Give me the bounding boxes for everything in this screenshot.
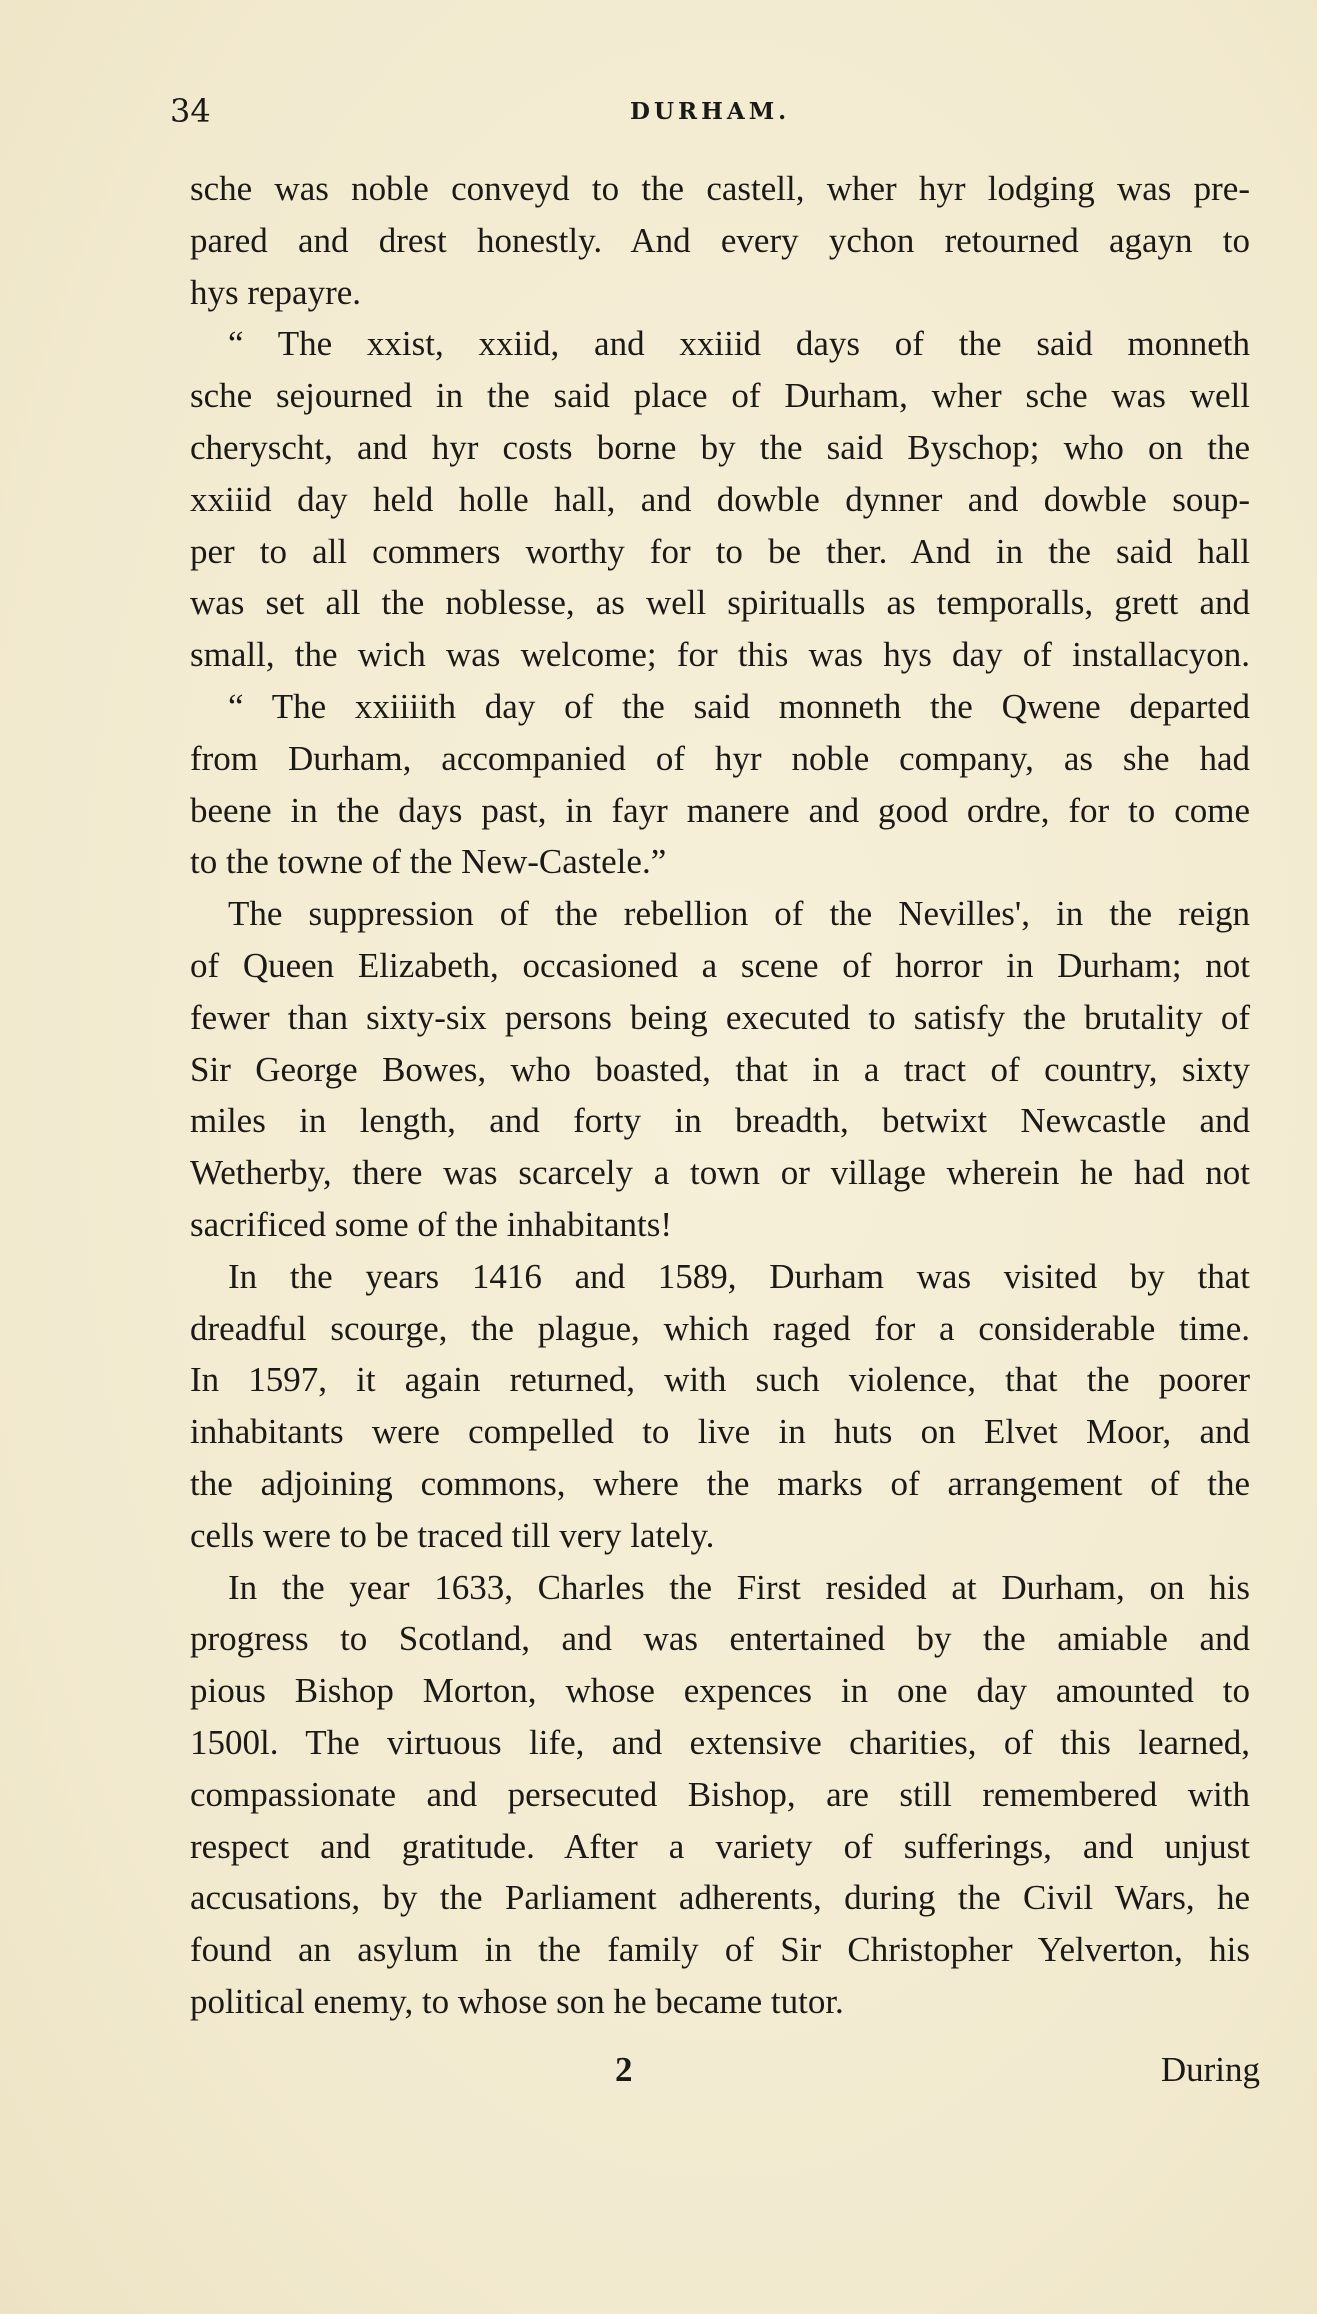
text-line: Wetherby, there was scarcely a town or village wherein he had not: [190, 1153, 1250, 1193]
text-line: fewer than sixty-six persons being executed to satisfy the brutality of: [190, 997, 1250, 1037]
page-footer: [190, 2050, 1260, 2110]
text-line: per to all commers worthy for to be ther. And in the said hall: [190, 531, 1250, 571]
text-line: sche sejourned in the said place of Durham, wher sche was well: [190, 376, 1250, 416]
text-line: In 1597, it again returned, with such violence, that the poorer: [190, 1360, 1250, 1400]
text-line: xxiiid day held holle hall, and dowble dynner and dowble soup-: [190, 479, 1250, 519]
text-line: respect and gratitude. After a variety of sufferings, and unjust: [190, 1826, 1250, 1866]
text-line: inhabitants were compelled to live in huts on Elvet Moor, and: [190, 1412, 1250, 1452]
page-header: [170, 92, 1260, 132]
text-line: 1500l. The virtuous life, and extensive charities, of this learned,: [190, 1722, 1250, 1762]
text-line: of Queen Elizabeth, occasioned a scene of horror in Durham; not: [190, 945, 1250, 985]
text-line: cells were to be traced till very lately.: [190, 1515, 715, 1555]
signature-mark: 2: [615, 2050, 633, 2089]
text-line: was set all the noblesse, as well spiritualls as temporalls, grett and: [190, 583, 1250, 623]
text-line: The suppression of the rebellion of the Nevilles', in the reign: [228, 894, 1250, 934]
text-line: accusations, by the Parliament adherents, during the Civil Wars, he: [190, 1878, 1250, 1918]
text-line: “ The xxiiiith day of the said monneth the Qwene departed: [228, 686, 1250, 726]
text-line: Sir George Bowes, who boasted, that in a tract of country, sixty: [190, 1049, 1250, 1089]
text-line: dreadful scourge, the plague, which raged for a considerable time.: [190, 1308, 1250, 1348]
text-line: In the year 1633, Charles the First resided at Durham, on his: [228, 1567, 1250, 1607]
text-line: sche was noble conveyd to the castell, wher hyr lodging was pre-: [190, 169, 1250, 208]
text-line: the adjoining commons, where the marks of arrangement of the: [190, 1463, 1250, 1503]
catchword: During: [1160, 2050, 1260, 2089]
text-line: compassionate and persecuted Bishop, are still remembered with: [190, 1774, 1250, 1814]
body-text: [190, 163, 1250, 2028]
text-line: miles in length, and forty in breadth, betwixt Newcastle and: [190, 1101, 1250, 1141]
text-line: sacrificed some of the inhabitants!: [190, 1204, 673, 1244]
text-line: political enemy, to whose son he became tutor.: [190, 1981, 844, 2021]
text-line: small, the wich was welcome; for this was hys day of installacyon.: [190, 635, 1250, 675]
text-line: In the years 1416 and 1589, Durham was visited by that: [228, 1256, 1250, 1296]
text-line: pared and drest honestly. And every ychon retourned agayn to: [190, 220, 1250, 260]
page-number: 34: [170, 92, 211, 130]
text-line: found an asylum in the family of Sir Christopher Yelverton, his: [190, 1930, 1250, 1970]
running-head: DURHAM.: [630, 98, 791, 125]
text-line: from Durham, accompanied of hyr noble company, as she had: [190, 738, 1250, 778]
text-line: hys repayre.: [190, 272, 362, 312]
text-line: to the towne of the New-Castele.”: [190, 842, 667, 882]
text-line: cheryscht, and hyr costs borne by the said Byschop; who on the: [190, 427, 1250, 467]
text-line: pious Bishop Morton, whose expences in one day amounted to: [190, 1671, 1250, 1711]
text-line: beene in the days past, in fayr manere and good ordre, for to come: [190, 790, 1250, 830]
text-line: “ The xxist, xxiid, and xxiiid days of the said monneth: [228, 324, 1250, 364]
text-line: progress to Scotland, and was entertained by the amiable and: [190, 1619, 1250, 1659]
